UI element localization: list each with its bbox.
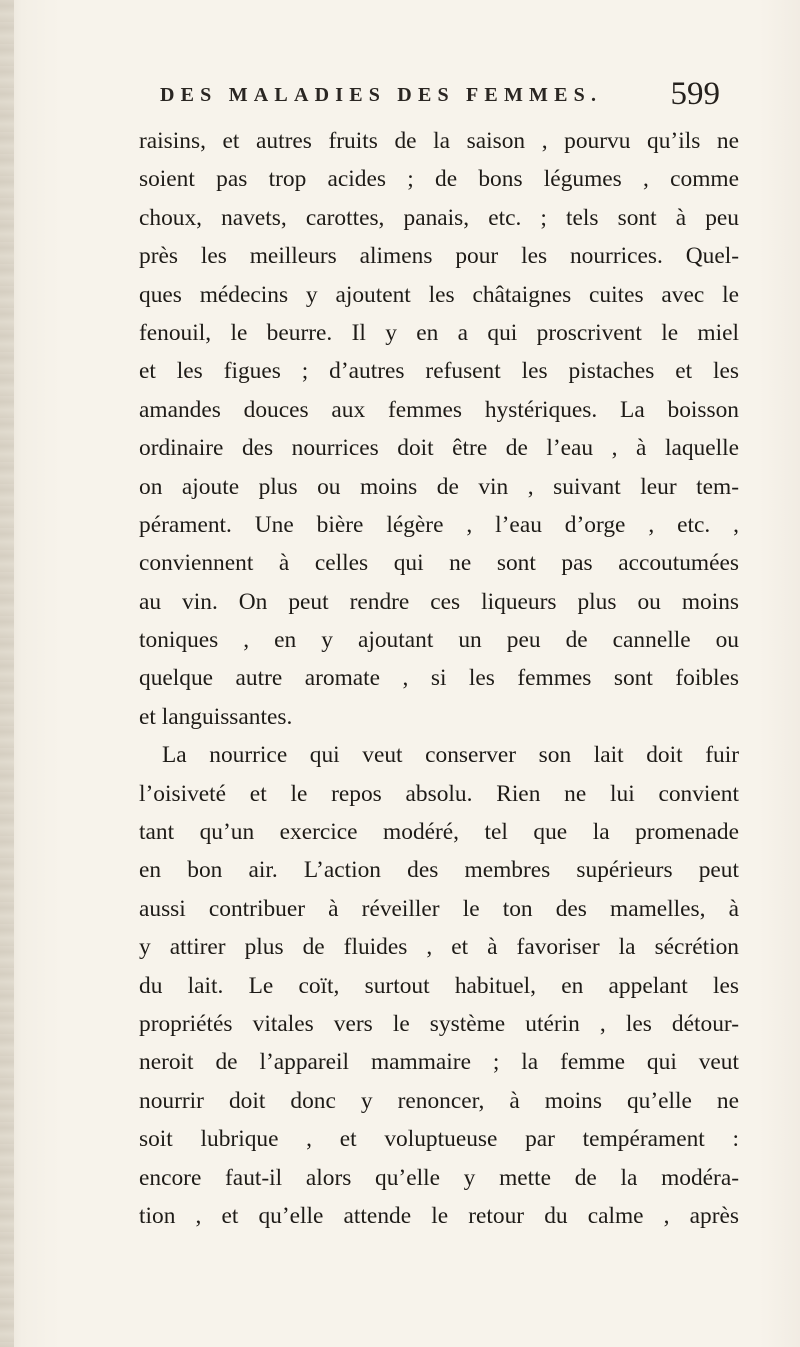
text-line: tant qu’un exercice modéré, tel que la promenade (139, 819, 739, 846)
text-line: près les meilleurs alimens pour les nourrices. Quel- (139, 243, 739, 270)
page-number: 599 (670, 76, 720, 112)
text-line: soit lubrique , et voluptueuse par tempérament : (139, 1126, 739, 1153)
text-line: neroit de l’appareil mammaire ; la femme qui veut (139, 1049, 739, 1076)
text-line: nourrir doit donc y renoncer, à moins qu’elle ne (139, 1087, 739, 1114)
text-line: on ajoute plus ou moins de vin , suivant leur tem- (139, 473, 739, 500)
text-line: tion , et qu’elle attende le retour du calme , après (139, 1202, 739, 1229)
paragraph-start-line: La nourrice qui veut conserver son lait doit fuir (162, 742, 739, 769)
running-head (160, 78, 720, 118)
text-line: ordinaire des nourrices doit être de l’eau , à laquelle (139, 435, 739, 462)
text-line: au vin. On peut rendre ces liqueurs plus ou moins (139, 588, 739, 615)
body-text (139, 122, 739, 1235)
text-line: et les figues ; d’autres refusent les pistaches et les (139, 358, 739, 385)
text-line: aussi contribuer à réveiller le ton des mamelles, à (139, 895, 739, 922)
text-line: pérament. Une bière légère , l’eau d’orge , etc. , (139, 511, 739, 538)
text-line: du lait. Le coït, surtout habituel, en appelant les (139, 972, 739, 999)
text-line: choux, navets, carottes, panais, etc. ; tels sont à peu (139, 204, 739, 231)
text-line: y attirer plus de fluides , et à favoriser la sécrétion (139, 934, 739, 961)
text-line: quelque autre aromate , si les femmes sont foibles (139, 665, 739, 692)
text-line: fenouil, le beurre. Il y en a qui proscrivent le miel (139, 319, 739, 346)
running-title: DES MALADIES DES FEMMES. (160, 84, 603, 106)
text-line: en bon air. L’action des membres supérieurs peut (139, 857, 739, 884)
paragraph-end-line: et languissantes. (139, 703, 293, 730)
text-line: encore faut-il alors qu’elle y mette de la modéra- (139, 1164, 739, 1191)
text-line: ques médecins y ajoutent les châtaignes cuites avec le (139, 281, 739, 308)
text-line: l’oisiveté et le repos absolu. Rien ne lui convient (139, 780, 739, 807)
text-line: toniques , en y ajoutant un peu de cannelle ou (139, 627, 739, 654)
text-line: soient pas trop acides ; de bons légumes , comme (139, 166, 739, 193)
text-line: raisins, et autres fruits de la saison , pourvu qu’ils ne (139, 128, 739, 154)
text-line: amandes douces aux femmes hystériques. La boisson (139, 396, 739, 423)
page-gutter-shadow (0, 0, 14, 1347)
text-line: conviennent à celles qui ne sont pas accoutumées (139, 550, 739, 577)
text-line: propriétés vitales vers le système utérin , les détour- (139, 1010, 739, 1037)
